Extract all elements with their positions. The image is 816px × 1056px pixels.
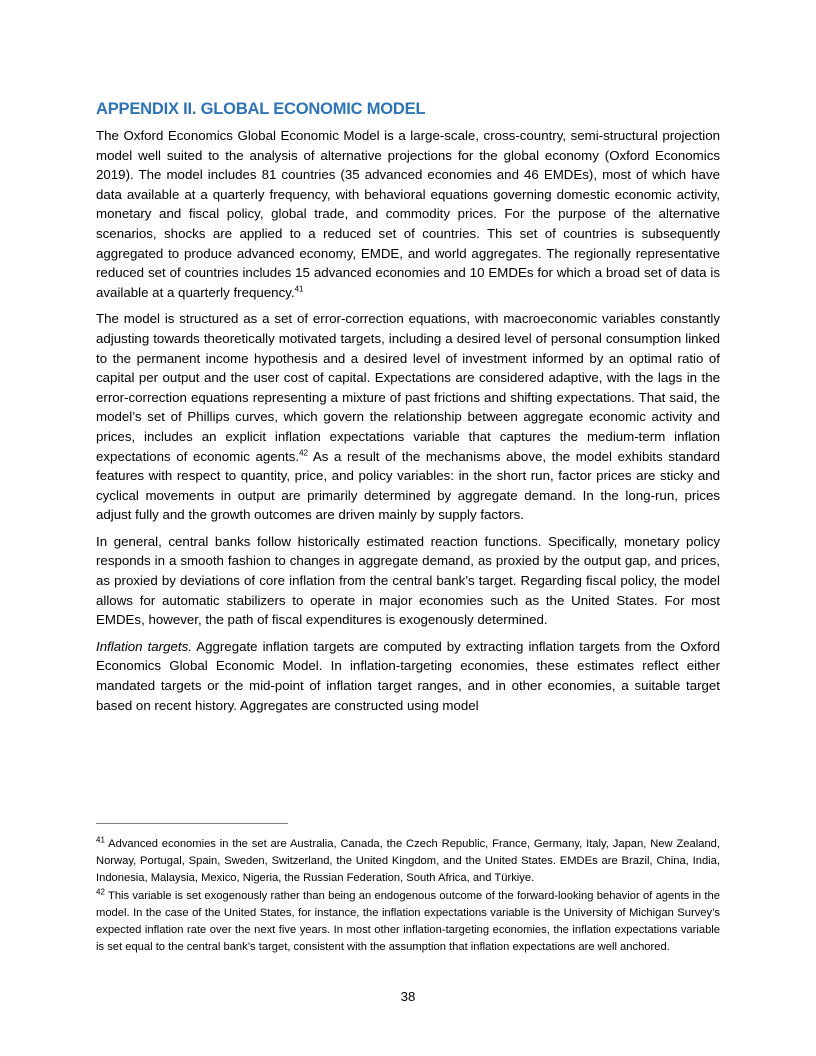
footnote-mark-41: 41: [96, 835, 105, 845]
appendix-heading: APPENDIX II. GLOBAL ECONOMIC MODEL: [96, 100, 426, 118]
footnotes: [96, 836, 720, 956]
page-number: 38: [400, 989, 416, 1004]
footnote-ref-42[interactable]: 42: [299, 448, 308, 458]
paragraph-model-overview: [96, 126, 720, 302]
footnote-41: [96, 836, 720, 888]
paragraph-model-structure: [96, 309, 720, 525]
footnote-separator: [96, 823, 288, 824]
paragraph-text-continued: As a result of the mechanisms above, the model exhibits standard features with respect to quantity, price, and policy variables: in the short run, factor prices are sticky and cyclical movements in output are primarily determined by aggregate demand. In the long-run, prices adjust fully and the growth outcomes are driven mainly by supply factors.: [96, 448, 720, 523]
paragraph-text: Aggregate inflation targets are computed by extracting inflation targets from the Oxford Economics Global Economic Model. In inflation-targeting economies, these estimates reflect either mandated targets or the mid-point of inflation target ranges, and in other economies, a suitable target based on recent history. Aggregates are constructed using model: [96, 638, 720, 713]
footnote-mark-42: 42: [96, 886, 105, 896]
paragraph-text: The Oxford Economics Global Economic Model is a large-scale, cross-country, semi-structural projection model well suited to the analysis of alternative projections for the global economy (Oxford Economics 2019). The model includes 81 countries (35 advanced economies and 46 EMDEs), most of which have data available at a quarterly frequency, with behavioral equations governing domestic economic activity, monetary and fiscal policy, global trade, and commodity prices. For the purpose of the alternative scenarios, shocks are applied to a reduced set of countries. This set of countries is subsequently aggregated to produce advanced economy, EMDE, and world aggregates. The regionally representative reduced set of countries includes 15 advanced economies and 10 EMDEs for which a broad set of data is available at a quarterly frequency.: [96, 128, 720, 300]
paragraph-lead-in: Inflation targets.: [96, 638, 192, 654]
paragraph-inflation-targets: [96, 637, 720, 715]
paragraph-text: In general, central banks follow historically estimated reaction functions. Specifically, monetary policy responds in a smooth fashion to changes in aggregate demand, as proxied by the output gap, and prices, as proxied by deviations of core inflation from the central bank’s target. Regarding fiscal policy, the model allows for automatic stabilizers to operate in major economies such as the United States. For most EMDEs, however, the path of fiscal expenditures is exogenously determined.: [96, 533, 720, 628]
paragraph-central-banks: [96, 532, 720, 630]
footnote-text: Advanced economies in the set are Australia, Canada, the Czech Republic, France, Germany, Italy, Japan, New Zealand, Norway, Portugal, Spain, Sweden, Switzerland, the United Kingdom, and the United States. EMDEs are Brazil, China, India, Indonesia, Malaysia, Mexico, Nigeria, the Russian Federation, South Africa, and Türkiye.: [96, 838, 720, 885]
paragraph-text: The model is structured as a set of error-correction equations, with macroeconomic variables constantly adjusting towards theoretically motivated targets, including a desired level of personal consumption linked to the permanent income hypothesis and a desired level of investment informed by an optimal ratio of capital per output and the user cost of capital. Expectations are considered adaptive, with the lags in the error-correction equations representing a mixture of past frictions and shifting expectations. That said, the model’s set of Phillips curves, which govern the relationship between aggregate economic activity and prices, includes an explicit inflation expectations variable that captures the medium-term inflation expectations of economic agents.: [96, 311, 720, 464]
footnote-42: [96, 888, 720, 957]
footnote-text: This variable is set exogenously rather than being an endogenous outcome of the forward-looking behavior of agents in the model. In the case of the United States, for instance, the inflation expectations variable is the University of Michigan Survey’s expected inflation rate over the next five years. In most other inflation-targeting economies, the inflation expectations variable is set equal to the central bank’s target, consistent with the assumption that inflation expectations are well anchored.: [96, 889, 720, 954]
footnote-ref-41[interactable]: 41: [294, 284, 304, 294]
page-body: [96, 98, 720, 722]
